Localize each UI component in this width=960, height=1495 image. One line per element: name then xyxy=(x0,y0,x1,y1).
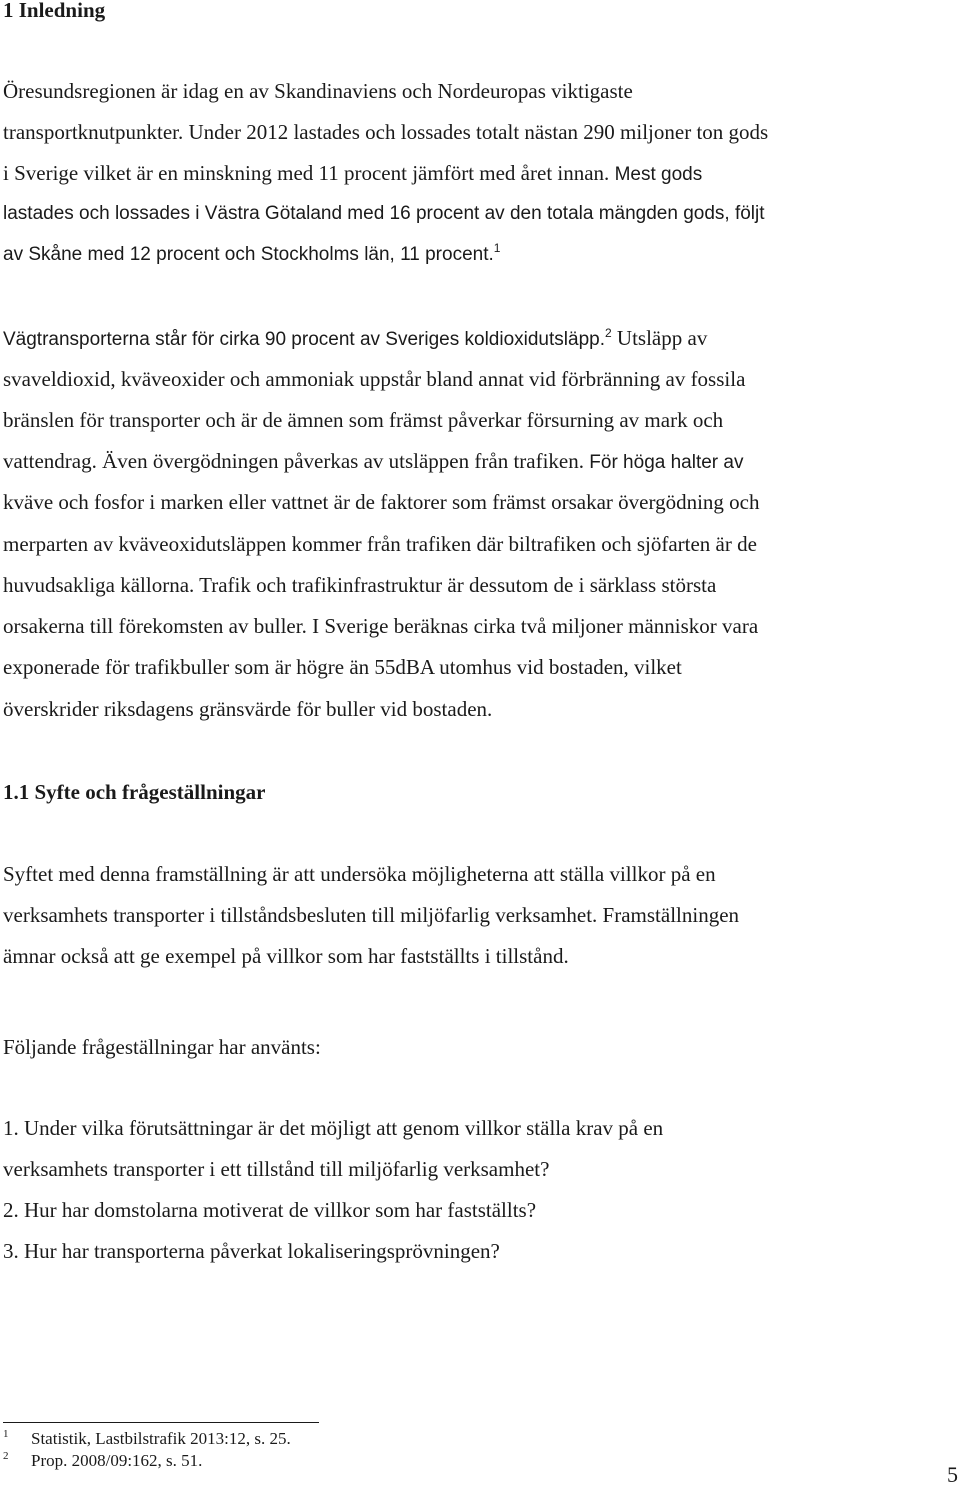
paragraph-2-line-3: bränslen för transporter och är de ämnen som främst påverkar försurning av mark och xyxy=(3,408,724,432)
footnote-divider xyxy=(3,1422,319,1423)
questions-intro: Följande frågeställningar har använts: xyxy=(3,1035,321,1059)
paragraph-2-line-4-text: vattendrag. Även övergödningen påverkas av utsläppen från trafiken. xyxy=(3,449,584,473)
paragraph-2-line-4-sans-text: För höga halter av xyxy=(584,452,744,473)
chapter-heading: 1 Inledning xyxy=(3,0,106,22)
paragraph-1-line-4: lastades och lossades i Västra Götaland med 16 procent av den totala mängden gods, följt xyxy=(3,203,765,224)
footnote-1: 1 Statistik, Lastbilstrafik 2013:12, s. 25. xyxy=(3,1428,291,1448)
paragraph-3-line-2: verksamhets transporter i tillståndsbesluten till miljöfarlig verksamhet. Framställningen xyxy=(3,903,740,927)
footnote-ref-1[interactable]: 1 xyxy=(493,241,501,255)
paragraph-3-line-3: ämnar också att ge exempel på villkor som har fastställts i tillstånd. xyxy=(3,944,569,968)
paragraph-2-line-10: överskrider riksdagens gränsvärde för buller vid bostaden. xyxy=(3,697,493,721)
paragraph-2-line-8: orsakerna till förekomsten av buller. I Sverige beräknas cirka två miljoner människor vara xyxy=(3,614,759,638)
paragraph-1-line-3 xyxy=(3,159,702,189)
paragraph-1-line-3-sans-text: Mest gods xyxy=(614,164,703,185)
paragraph-2-line-5: kväve och fosfor i marken eller vattnet är de faktorer som främst orsakar övergödning och xyxy=(3,490,760,514)
question-3: 3. Hur har transporterna påverkat lokaliseringsprövningen? xyxy=(3,1239,500,1263)
paragraph-1-line-5-text: av Skåne med 12 procent och Stockholms län, 11 procent. xyxy=(3,244,494,265)
section-heading: 1.1 Syfte och frågeställningar xyxy=(3,780,266,804)
footnote-2-text: Prop. 2008/09:162, s. 51. xyxy=(31,1451,203,1470)
paragraph-1-line-3-text: i Sverige vilket är en minskning med 11 procent jämfört med året innan. xyxy=(3,161,610,185)
question-2: 2. Hur har domstolarna motiverat de villkor som har fastställts? xyxy=(3,1198,537,1222)
question-1-line-2: verksamhets transporter i ett tillstånd till miljöfarlig verksamhet? xyxy=(3,1157,550,1181)
paragraph-2-line-1-tail: Utsläpp av xyxy=(611,326,708,350)
paragraph-2-line-9: exponerade för trafikbuller som är högre än 55dBA utomhus vid bostaden, vilket xyxy=(3,655,682,679)
paragraph-2-line-2: svaveldioxid, kväveoxider och ammoniak uppstår bland annat vid förbränning av fossila xyxy=(3,367,746,391)
page-number: 5 xyxy=(947,1462,958,1487)
question-1-line-1: 1. Under vilka förutsättningar är det möjligt att genom villkor ställa krav på en xyxy=(3,1116,664,1140)
paragraph-2-line-6: merparten av kväveoxidutsläppen kommer från trafiken där biltrafiken och sjöfarten är de xyxy=(3,532,757,556)
paragraph-1-line-5 xyxy=(3,241,500,269)
paragraph-3-line-1: Syftet med denna framställning är att undersöka möjligheterna att ställa villkor på en xyxy=(3,862,716,886)
footnote-ref-2[interactable]: 2 xyxy=(604,326,612,340)
paragraph-2-line-7: huvudsakliga källorna. Trafik och trafikinfrastruktur är dessutom de i särklass största xyxy=(3,573,717,597)
paragraph-1-line-2: transportknutpunkter. Under 2012 lastades och lossades totalt nästan 290 miljoner ton gods xyxy=(3,120,769,144)
paragraph-2-line-4 xyxy=(3,447,743,477)
paragraph-2-line-1 xyxy=(3,324,707,354)
paragraph-1-line-1: Öresundsregionen är idag en av Skandinaviens och Nordeuropas viktigaste xyxy=(3,79,633,103)
footnote-2: 2 Prop. 2008/09:162, s. 51. xyxy=(3,1450,203,1470)
footnote-1-text: Statistik, Lastbilstrafik 2013:12, s. 25. xyxy=(31,1429,291,1448)
paragraph-2-line-1-text: Vägtransporterna står för cirka 90 procent av Sveriges koldioxidutsläpp. xyxy=(3,329,605,350)
